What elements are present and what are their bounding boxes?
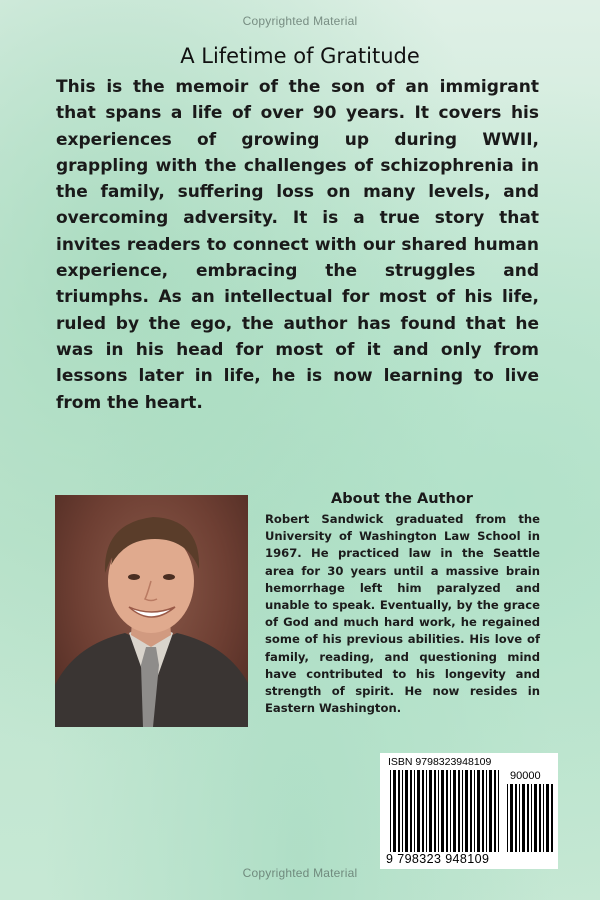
barcode-digits: 9 798323 948109: [386, 852, 490, 866]
book-blurb: This is the memoir of the son of an immigrant that spans a life of over 90 years. It covers his experiences of growing up during WWII, grappling with the challenges of schizophrenia in the family, suffering loss on many levels, and overcoming adversity. It is a true story that invites readers to connect with our shared human experience, embracing the struggles and triumphs. As an intellectual for most of his life, ruled by the ego, the author has found that he was in his head for most of it and only from lessons later in life, he is now learning to live from the heart.: [56, 77, 539, 413]
book-title: A Lifetime of Gratitude: [180, 44, 420, 68]
author-bio: Robert Sandwick graduated from the University of Washington Law School in 1967. He practiced law in the Seattle area for 30 years until a massive brain hemorrhage left him paralyzed and unable to speak. Eventually, by the grace of God and much hard work, he regained some of his previous abilities. His love of family, reading, and questioning mind have contributed to his longevity and strength of spirit. He now resides in Eastern Washington.: [265, 512, 540, 716]
barcode-addon-bars: [507, 784, 553, 852]
isbn-label: ISBN 9798323948109: [388, 756, 492, 768]
price-code: 90000: [510, 770, 541, 782]
watermark-top: Copyrighted Material: [242, 14, 358, 28]
author-photo: [55, 495, 248, 727]
watermark-bottom: Copyrighted Material: [242, 866, 358, 880]
barcode-box: [380, 753, 558, 869]
barcode-main-bars: [390, 770, 500, 852]
about-author-heading: About the Author: [331, 491, 473, 507]
author-portrait-illustration: [55, 495, 248, 727]
